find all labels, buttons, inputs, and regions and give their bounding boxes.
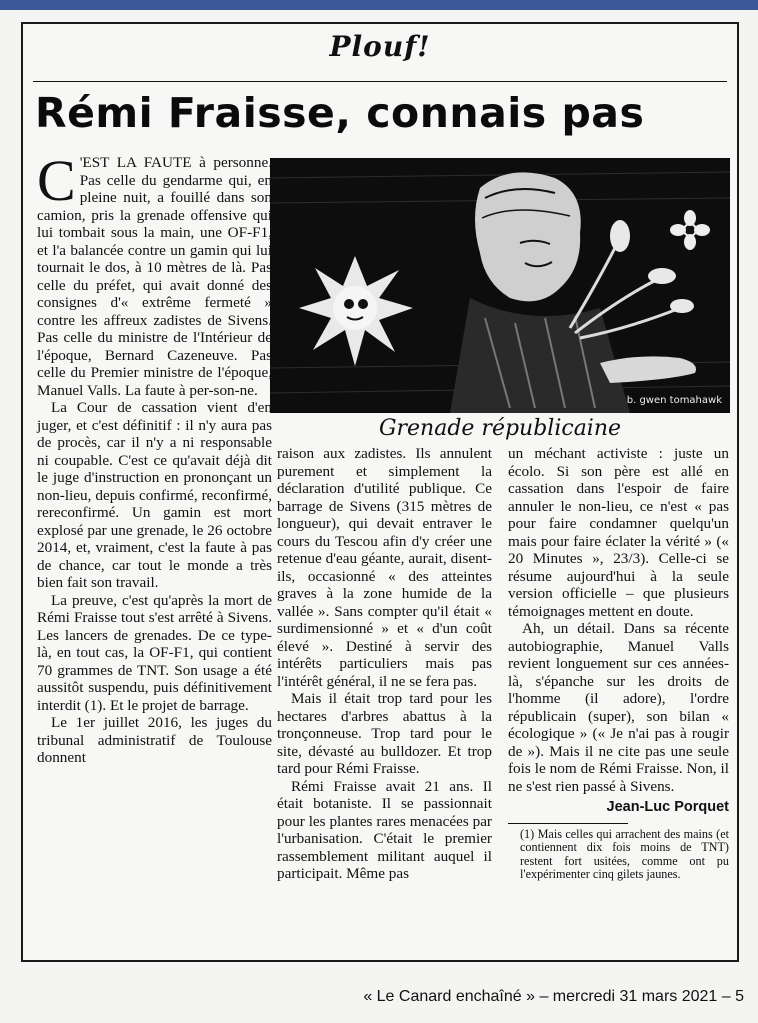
author-signature: Jean-Luc Porquet: [606, 799, 729, 815]
artist-signature: b. gwen tomahawk: [626, 395, 722, 406]
section-kicker: Plouf!: [329, 30, 431, 63]
paragraph: Mais il était trop tard pour les hectares d'arbres abattus à la tronçonneuse. Trop tard pour le site, dévasté au bulldozer. Et trop tard pour Rémi Fraisse.: [277, 690, 492, 777]
drop-cap: C: [37, 148, 76, 213]
top-bar: [0, 0, 758, 10]
paragraph: Le 1er juillet 2016, les juges du tribunal administratif de Toulouse donnent: [37, 714, 272, 766]
column-3: [508, 445, 729, 882]
footnote-rule: [508, 823, 628, 824]
illustration-grenade-republicaine: [270, 158, 730, 413]
kicker-rule: [33, 81, 727, 82]
paragraph: La preuve, c'est qu'après la mort de Rémi Fraisse tout s'est arrêté à Sivens. Les lancers de grenades. De ce type-là, en tout cas, la OF-F1, qui contient 70 grammes de TNT. Son usage a été aussitôt suspendu, puis définitivement interdit (1). Et le projet de barrage.: [37, 591, 272, 714]
column-2: [277, 445, 492, 883]
column-1: [37, 148, 272, 767]
illustration-caption: Grenade républicaine: [378, 416, 622, 441]
headline: Rémi Fraisse, connais pas: [35, 89, 645, 137]
paragraph: Ah, un détail. Dans sa récente autobiographie, Manuel Valls revient longuement sur ces années-là, s'épanche sur les droits de l'homme (il adore), l'ordre républicain (super), son bilan « écologique » (« Je n'ai pas à rougir de »). Mais il ne cite pas une seule fois le nom de Rémi Fraisse. Non, il ne s'est rien passé à Sivens.: [508, 620, 729, 795]
page-footer: « Le Canard enchaîné » – mercredi 31 mars 2021 – 5: [363, 988, 744, 1005]
article-frame: [21, 22, 739, 962]
paragraph: raison aux zadistes. Ils annulent purement et simplement la déclaration d'utilité publique. Ce barrage de Sivens (315 mètres de longueur), qui devait entraver le cours du Tescou afin d'y créer une retenue d'eau géante, aurait, disent-ils, occasionné « des atteintes graves à la zone humide de la vallée ». Sans compter qu'il était « surdimensionné » et « d'un coût élevé ». Destiné à servir des intérêts particuliers mais pas l'intérêt général, il ne se fera pas.: [277, 445, 492, 690]
paragraph: La Cour de cassation vient d'en juger, et c'est définitif : il n'y aura pas de procès, car il n'y a ni responsable ni coupable. C'est ce qu'avait déjà dit le juge d'instruction en prononçant un non-lieu, depuis confirmé, reconfirmé, rereconfirmé. Un gamin est mort explosé par une grenade, le 26 octobre 2014, et, vraiment, c'est la faute à pas de chance, car tout le monde a très bien fait son travail.: [37, 399, 272, 591]
paragraph: Rémi Fraisse avait 21 ans. Il était botaniste. Il se passionnait pour les plantes rares menacées par l'urbanisation. C'était le premier rassemblement militant auquel il participait. Même pas: [277, 777, 492, 882]
paragraph: C 'EST LA FAUTE à personne. Pas celle du gendarme qui, en pleine nuit, a fouillé dans son camion, pris la grenade offensive qui lui tombait sous la main, une OF-F1, et l'a balancée contre un gamin qui lui tournait le dos, à 10 mètres de là. Pas celle du préfet, qui avait donné des consignes d'« extrême fermeté » contre les affreux zadistes de Sivens. Pas celle du ministre de l'Intérieur de l'époque, Bernard Cazeneuve. Pas celle du Premier ministre de l'époque, Manuel Valls. La faute à per-son-ne.: [37, 148, 272, 399]
paragraph: un méchant activiste : juste un écolo. Si son père est allé en cassation dans l'espoir de faire annuler le non-lieu, ce n'est « pas pour faire condamner quelqu'un mais pour faire éclater la vérité » (« 20 Minutes », 23/3). Celle-ci se résume aujourd'hui à la seule version officielle – que plusieurs témoignages mettent en doute.: [508, 445, 729, 620]
footnote: (1) Mais celles qui arrachent des mains (et contiennent dix fois moins de TNT) restent fort usitées, comme ont pu l'expérimenter cinq gilets jaunes.: [520, 826, 729, 882]
